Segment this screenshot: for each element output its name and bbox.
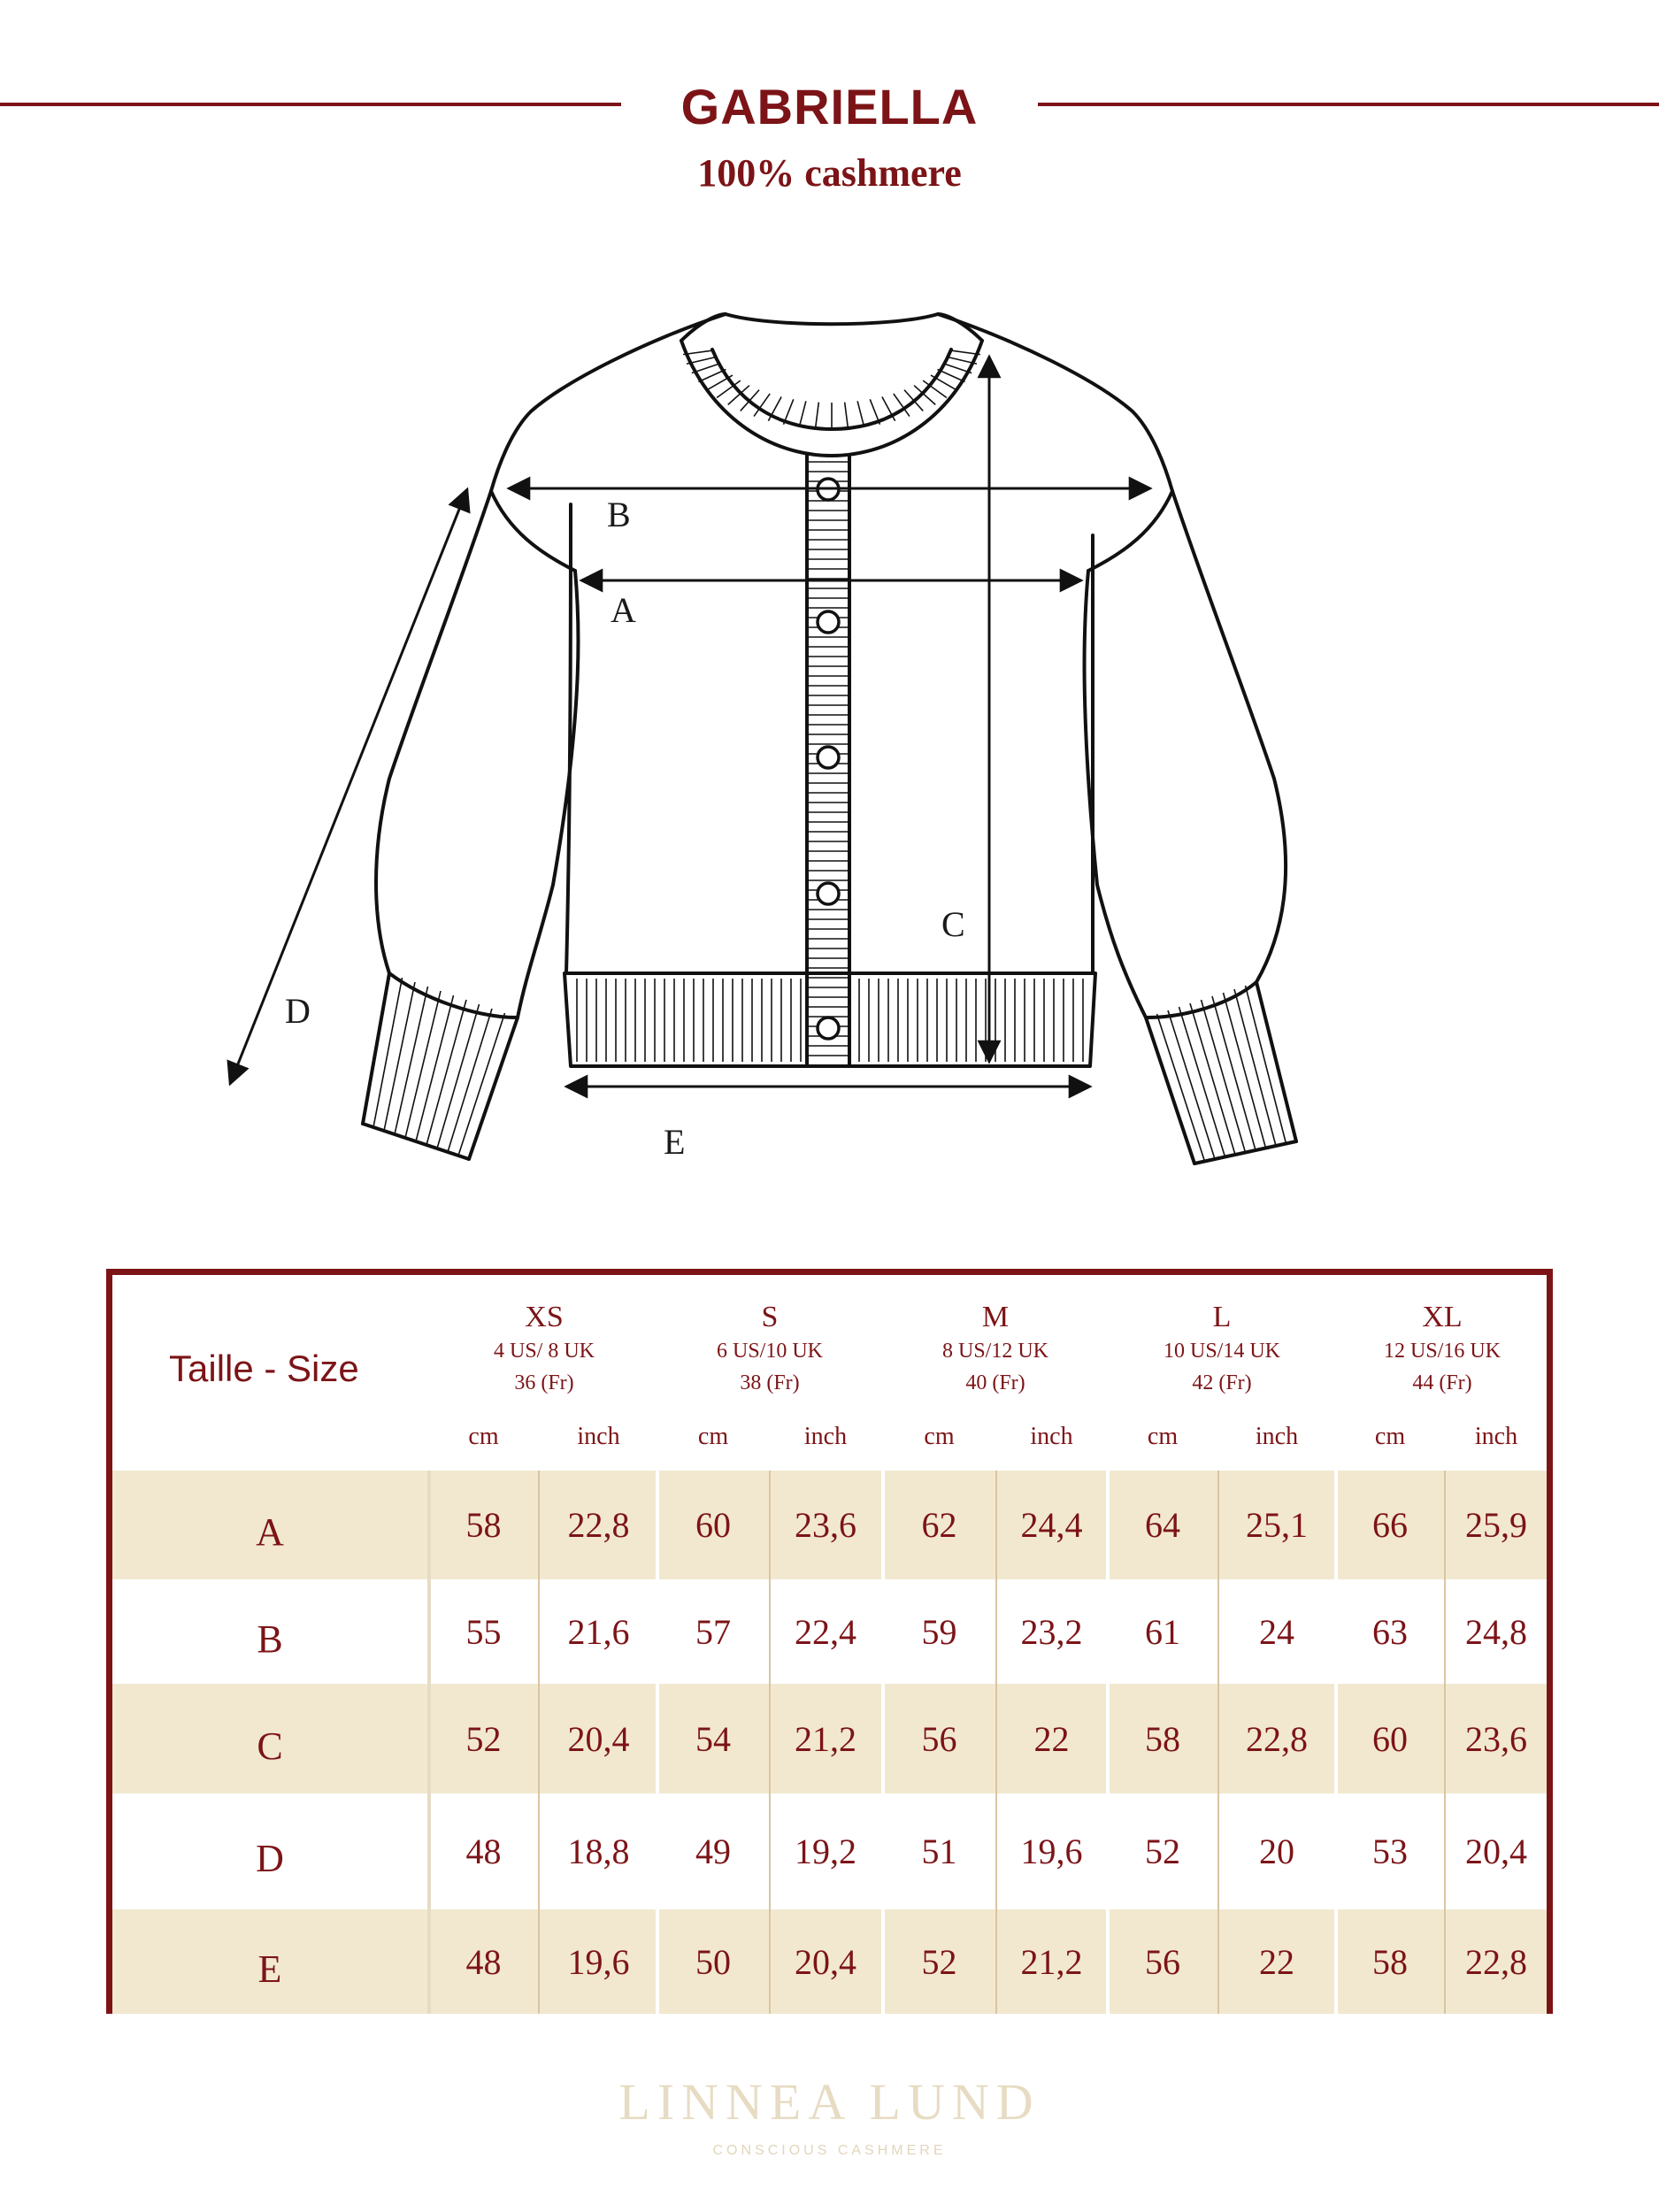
size-name: S: [761, 1301, 779, 1333]
unit-inch: inch: [577, 1423, 620, 1450]
table-cell: 22,8: [567, 1505, 630, 1545]
table-cell: 62: [921, 1505, 957, 1545]
rib-line: [784, 399, 794, 424]
button-icon: [818, 1018, 839, 1039]
label-e: E: [664, 1122, 686, 1162]
table-cell: 23,6: [1465, 1718, 1527, 1759]
rib-line: [448, 1009, 492, 1152]
table-cell: 22,8: [1246, 1718, 1308, 1759]
rib-line: [373, 978, 403, 1127]
rib-line: [469, 1018, 518, 1159]
table-cell: 25,9: [1465, 1505, 1527, 1545]
row-label-c: C: [257, 1724, 283, 1768]
rib-line: [384, 982, 415, 1131]
size-header-xs: [411, 1300, 677, 1399]
label-b: B: [607, 495, 631, 534]
label-a: A: [611, 590, 636, 630]
measurement-arrows: [230, 357, 1150, 1087]
table-cell: 61: [1145, 1611, 1180, 1652]
rib-line: [1168, 1010, 1215, 1159]
size-table: [106, 1269, 1553, 2014]
unit-cm: cm: [697, 1423, 729, 1450]
table-cell: 22: [1033, 1718, 1070, 1759]
size-name: L: [1212, 1301, 1232, 1333]
table-cell: 58: [1145, 1718, 1180, 1759]
rib-line: [1224, 993, 1266, 1148]
table-cell: 22,4: [795, 1611, 856, 1652]
size-fr: 42 (Fr): [1192, 1371, 1252, 1394]
product-material: 100% cashmere: [697, 151, 962, 195]
table-cell: 66: [1372, 1505, 1408, 1545]
table-cell: 21,2: [795, 1718, 856, 1759]
table-cell: 63: [1372, 1611, 1408, 1652]
rib-line: [1234, 989, 1276, 1146]
table-cell: 52: [921, 1941, 957, 1982]
table-cell: 21,2: [1020, 1941, 1083, 1982]
rib-line: [698, 370, 726, 382]
table-cell: 23,6: [795, 1505, 856, 1545]
button-icon: [818, 883, 839, 904]
unit-inch: inch: [1030, 1423, 1073, 1450]
rib-line: [1157, 1014, 1205, 1162]
size-us-uk: 6 US/10 UK: [716, 1340, 823, 1363]
brand-tagline: CONSCIOUS CASHMERE: [712, 2143, 947, 2158]
rib-line: [728, 386, 749, 405]
table-cell: 57: [695, 1611, 731, 1652]
rib-line: [1202, 1000, 1246, 1153]
rib-line: [845, 403, 849, 429]
rib-line: [931, 375, 956, 390]
size-name: XL: [1422, 1301, 1463, 1333]
table-cell: 23,2: [1020, 1611, 1083, 1652]
rib-line: [363, 973, 389, 1124]
table-cell: 24: [1259, 1611, 1294, 1652]
table-cell: 56: [921, 1718, 957, 1759]
row-label-a: A: [256, 1510, 284, 1554]
size-name: XS: [525, 1301, 564, 1333]
table-cell: 58: [1372, 1941, 1408, 1982]
table-cell: 20: [1259, 1832, 1294, 1871]
buttons: [818, 479, 839, 1039]
table-cell: 48: [465, 1832, 502, 1871]
size-us-uk: 10 US/14 UK: [1163, 1340, 1280, 1363]
size-header-m: [865, 1300, 1125, 1399]
table-cell: 58: [465, 1505, 502, 1545]
size-fr: 40 (Fr): [965, 1371, 1025, 1394]
size-us-uk: 4 US/ 8 UK: [493, 1340, 595, 1363]
rib-line: [799, 401, 806, 426]
row-label-e: E: [257, 1947, 282, 1991]
table-cell: 20,4: [795, 1941, 856, 1982]
unit-cm: cm: [924, 1423, 955, 1450]
unit-cm: cm: [1374, 1423, 1406, 1450]
table-cell: 25,1: [1246, 1505, 1308, 1545]
button-icon: [818, 747, 839, 768]
rib-line: [870, 399, 879, 424]
table-cell: 22: [1259, 1941, 1294, 1982]
rib-line: [1190, 1003, 1235, 1155]
table-cell: 20,4: [567, 1718, 630, 1759]
brand-logo: LINNEA LUND: [618, 2073, 1041, 2131]
row-label-b: B: [257, 1617, 283, 1661]
rib-line: [943, 364, 972, 373]
rib-line: [1256, 982, 1296, 1141]
row-label-d: D: [256, 1837, 284, 1880]
table-cell: 55: [465, 1611, 502, 1652]
rib-line: [707, 375, 733, 390]
table-cell: 19,6: [1020, 1832, 1083, 1871]
table-cell: 56: [1145, 1941, 1180, 1982]
cardigan-diagram: [0, 292, 1659, 1203]
size-fr: 36 (Fr): [514, 1371, 574, 1394]
table-cell: 21,6: [567, 1611, 630, 1652]
button-icon: [818, 611, 839, 633]
table-cell: 53: [1372, 1832, 1408, 1871]
unit-inch: inch: [803, 1423, 848, 1450]
unit-cm: cm: [1147, 1423, 1179, 1450]
table-cell: 20,4: [1465, 1832, 1527, 1871]
size-fr: 44 (Fr): [1412, 1371, 1472, 1394]
table-cell: 24,8: [1465, 1611, 1527, 1652]
table-cell: 54: [695, 1718, 731, 1759]
table-cell: 49: [695, 1832, 731, 1871]
rib-line: [857, 401, 864, 426]
table-cell: 52: [465, 1718, 502, 1759]
unit-inch: inch: [1255, 1423, 1299, 1450]
table-cell: 64: [1145, 1505, 1180, 1545]
table-cell: 18,8: [567, 1832, 630, 1871]
size-corner-label: Taille - Size: [169, 1348, 359, 1389]
rib-line: [816, 403, 819, 429]
size-us-uk: 12 US/16 UK: [1383, 1340, 1501, 1363]
table-cell: 24,4: [1020, 1505, 1083, 1545]
rib-line: [692, 364, 721, 373]
rib-line: [938, 370, 965, 382]
table-cell: 60: [695, 1505, 731, 1545]
rib-line: [458, 1013, 505, 1156]
unit-inch: inch: [1474, 1423, 1518, 1450]
rib-line: [1146, 1018, 1194, 1164]
table-cell: 60: [1372, 1718, 1408, 1759]
unit-cm: cm: [468, 1423, 499, 1450]
rib-line: [1212, 996, 1256, 1150]
table-cell: 48: [465, 1941, 502, 1982]
rib-line: [437, 1004, 480, 1148]
product-title: GABRIELLA: [680, 79, 979, 134]
table-cell: 19,6: [567, 1941, 630, 1982]
measure-arrow-d: [230, 489, 467, 1084]
table-cell: 22,8: [1465, 1941, 1527, 1982]
size-header-s: [640, 1300, 900, 1399]
size-name: M: [981, 1301, 1010, 1333]
table-cell: 52: [1145, 1832, 1180, 1871]
table-cell: 19,2: [795, 1832, 856, 1871]
size-header-l: [1090, 1300, 1354, 1399]
size-header-xl: [1318, 1300, 1566, 1399]
size-us-uk: 8 US/12 UK: [941, 1340, 1048, 1363]
table-cell: 50: [695, 1941, 731, 1982]
rib-line: [914, 386, 935, 405]
label-c: C: [941, 904, 965, 944]
label-d: D: [285, 991, 311, 1031]
rib-line: [1246, 986, 1286, 1144]
table-cell: 51: [921, 1832, 957, 1871]
table-cell: 59: [921, 1611, 957, 1652]
size-fr: 38 (Fr): [740, 1371, 800, 1394]
